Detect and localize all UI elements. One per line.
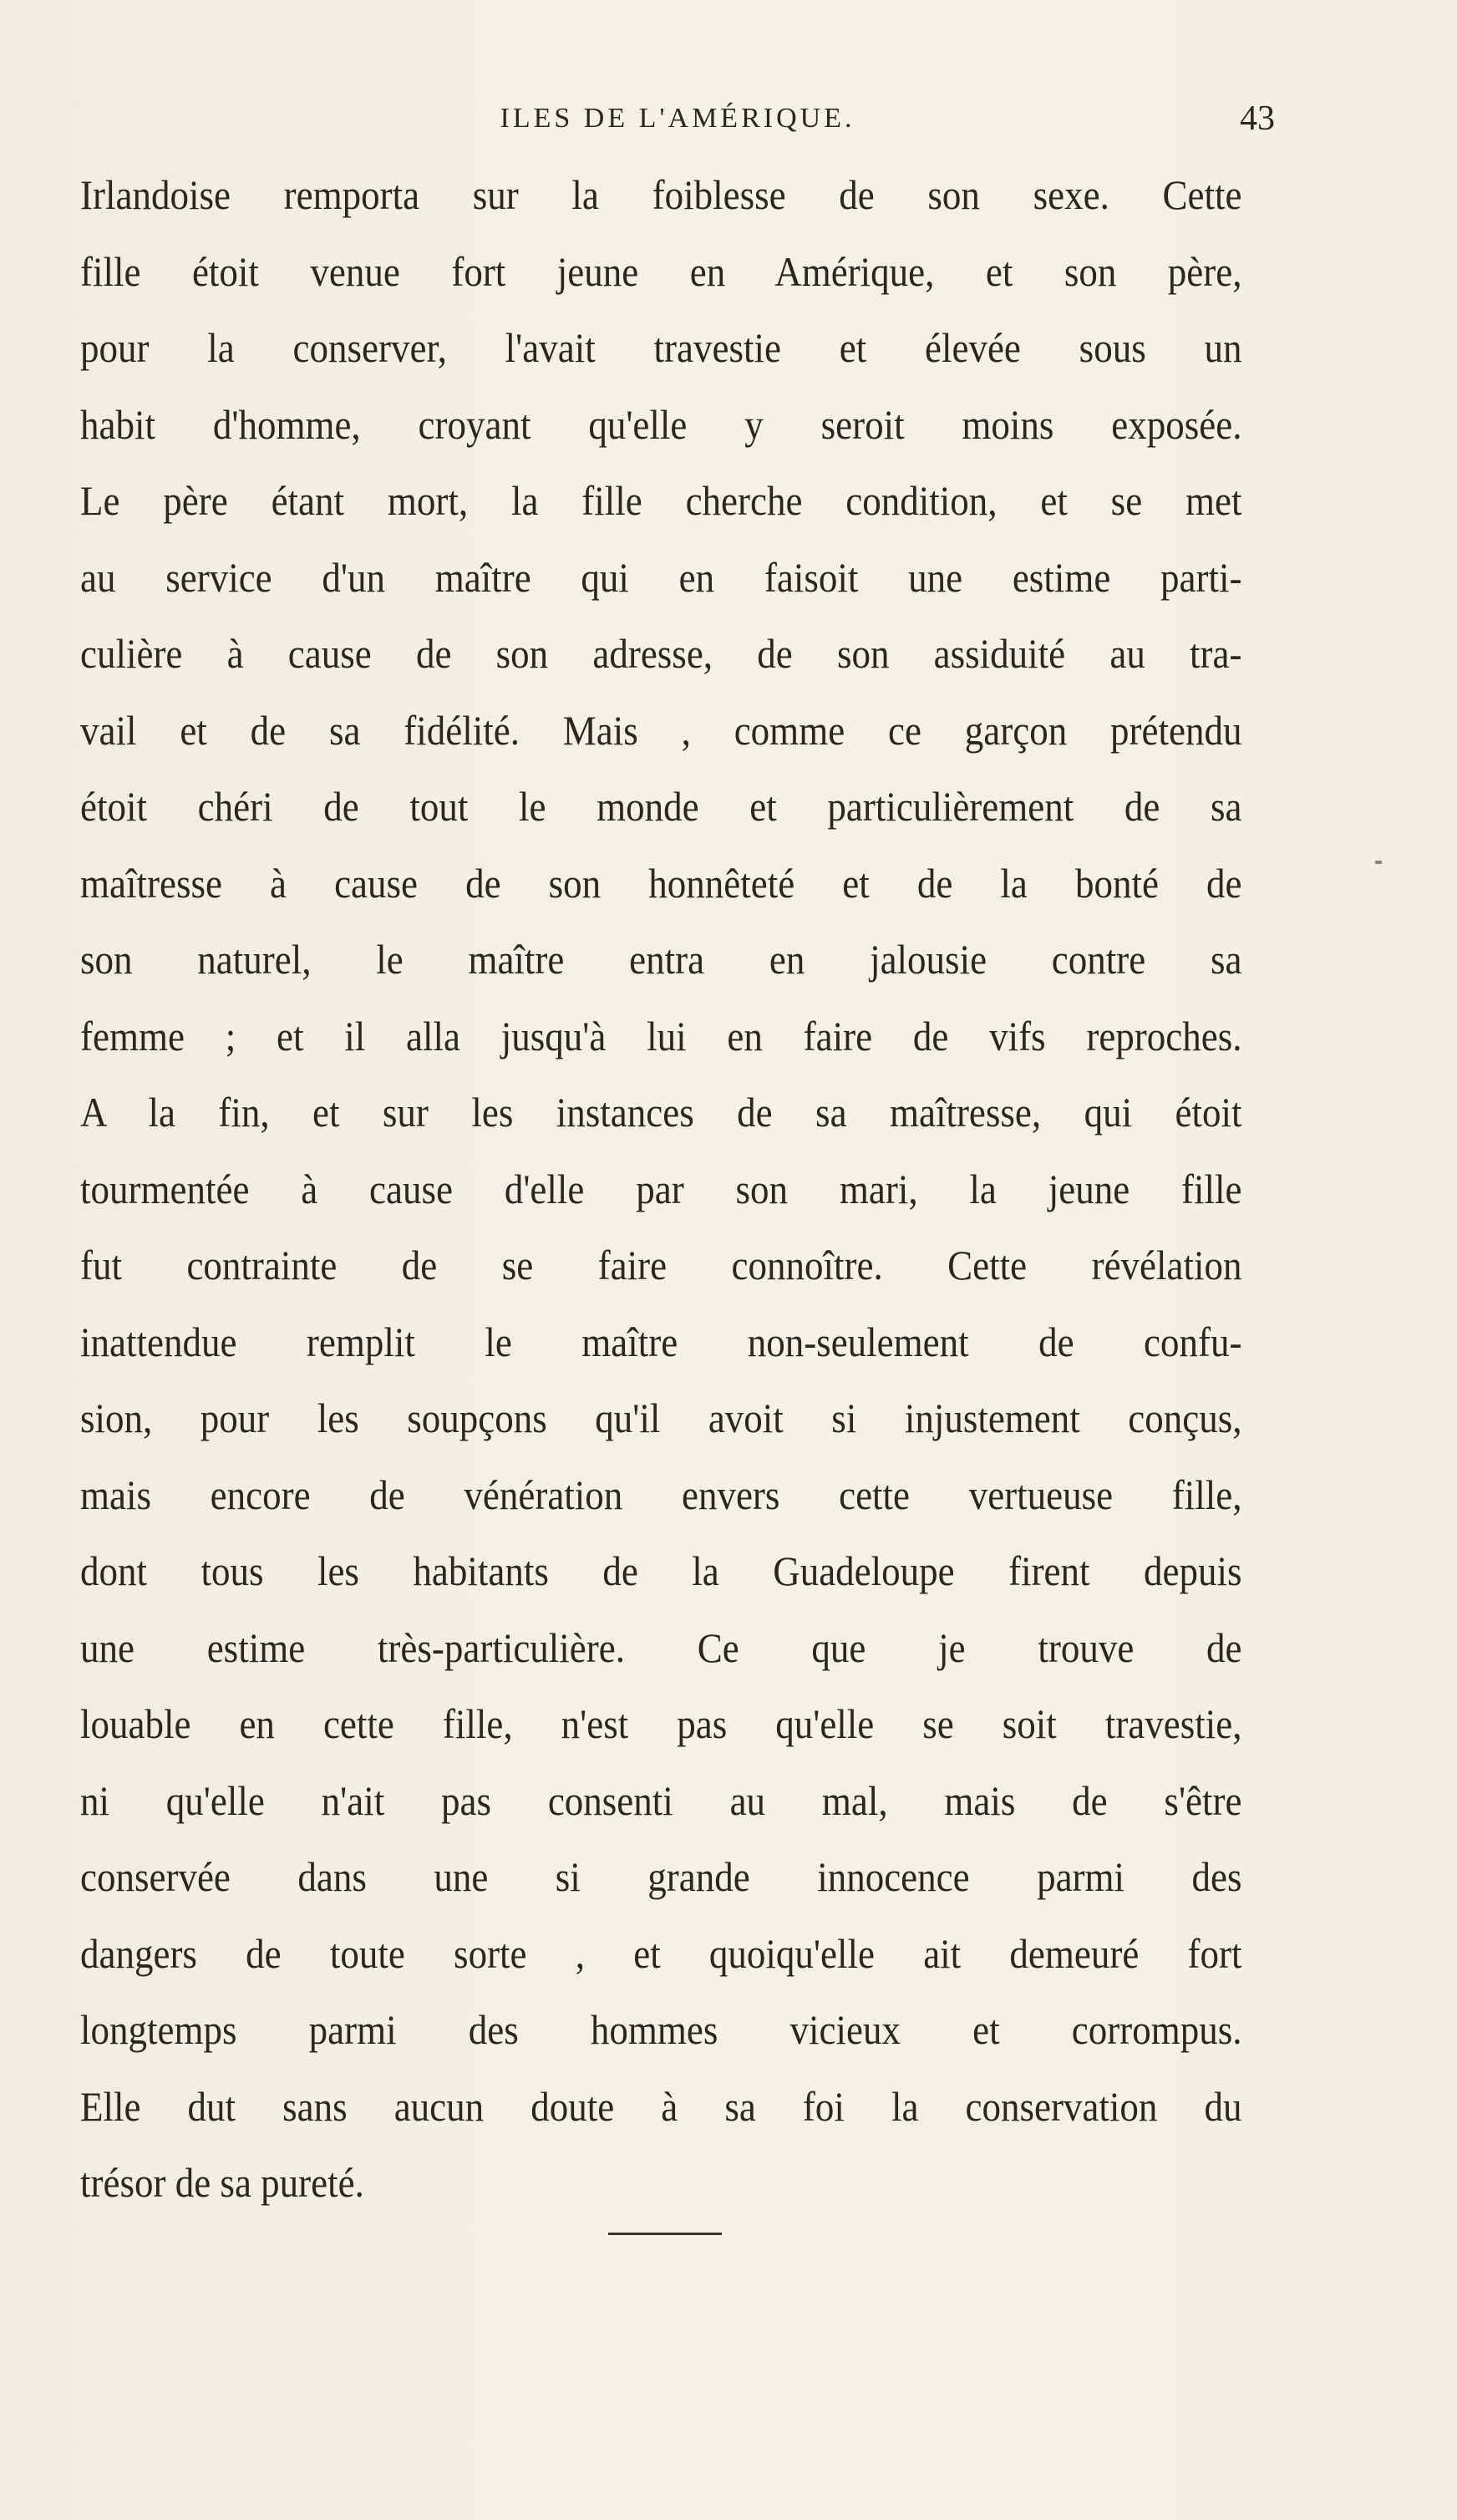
text-line: sion, pour les soupçons qu'il avoit si injustement conçus, [80, 1395, 1242, 1441]
running-head [80, 94, 1275, 144]
text-line: dont tous les habitants de la Guadeloupe firent depuis [80, 1547, 1242, 1594]
text-line: A la fin, et sur les instances de sa maîtresse, qui étoit [80, 1089, 1242, 1136]
text-line: mais encore de vénération envers cette vertueuse fille, [80, 1471, 1242, 1518]
text-line: dangers de toute sorte , et quoiqu'elle ait demeuré fort [80, 1929, 1242, 1977]
text-line: vail et de sa fidélité. Mais , comme ce garçon prétendu [80, 706, 1242, 754]
text-line: fut contrainte de se faire connoître. Cette révélation [80, 1242, 1242, 1288]
text-line: Le père étant mort, la fille cherche condition, et se met [80, 477, 1242, 524]
text-line: son naturel, le maître entra en jalousie contre sa [80, 936, 1242, 983]
text-line: Irlandoise remporta sur la foiblesse de son sexe. Cette [80, 171, 1242, 218]
text-line: louable en cette fille, n'est pas qu'elle se soit travestie, [80, 1700, 1242, 1747]
text-line: inattendue remplit le maître non-seulement de confu- [80, 1318, 1242, 1365]
text-line: maîtresse à cause de son honnêteté et de la bonté de [80, 859, 1242, 907]
body-text [80, 157, 1241, 2222]
text-line: étoit chéri de tout le monde et particulièrement de sa [80, 783, 1242, 830]
page-number: 43 [1240, 99, 1275, 138]
text-line: pour la conserver, l'avait travestie et élevée sous un [80, 324, 1242, 371]
text-line: conservée dans une si grande innocence parmi des [80, 1853, 1242, 1900]
text-line: une estime très-particulière. Ce que je trouve de [80, 1623, 1242, 1671]
text-line: Elle dut sans aucun doute à sa foi la conservation du [80, 2082, 1242, 2130]
text-line: habit d'homme, croyant qu'elle y seroit moins exposée. [80, 400, 1242, 448]
text-line: tourmentée à cause d'elle par son mari, la jeune fille [80, 1165, 1242, 1212]
section-end-rule [608, 2233, 722, 2235]
text-line: au service d'un maître qui en faisoit une estime parti- [80, 553, 1242, 601]
text-line: longtemps parmi des hommes vicieux et corrompus. [80, 2006, 1242, 2053]
running-title: ILES DE L'AMÉRIQUE. [500, 103, 855, 134]
text-line: fille étoit venue fort jeune en Amérique, et son père, [80, 247, 1242, 295]
text-line: femme ; et il alla jusqu'à lui en faire de vifs reproches. [80, 1012, 1242, 1059]
text-line-last: trésor de sa pureté. [80, 2159, 364, 2206]
text-line: culière à cause de son adresse, de son assiduité au tra- [80, 630, 1242, 677]
paper-speck [1375, 861, 1382, 864]
text-line: ni qu'elle n'ait pas consenti au mal, mais de s'être [80, 1776, 1242, 1824]
